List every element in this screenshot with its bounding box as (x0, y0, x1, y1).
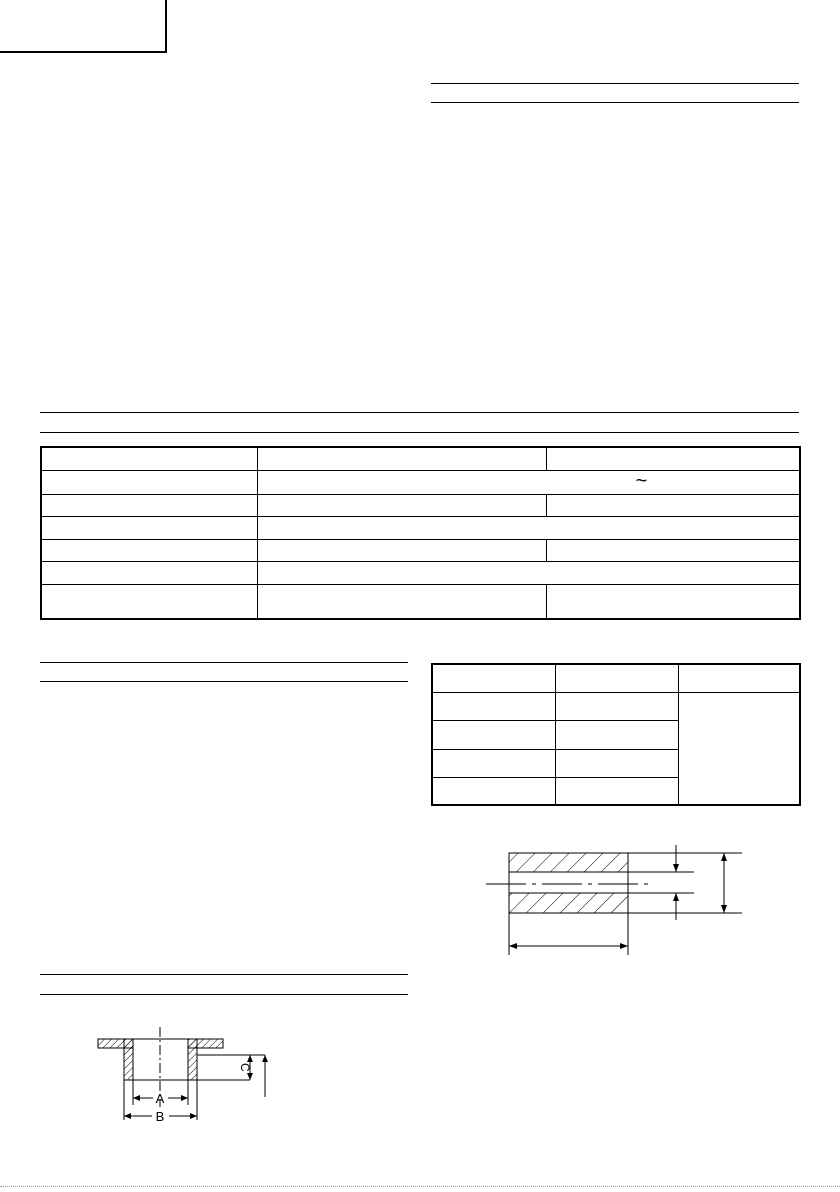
arrow-left-icon (124, 1113, 131, 1119)
bit-bore (509, 872, 628, 893)
spec-cell (41, 584, 257, 619)
arrow-left-icon (133, 1095, 140, 1101)
spec-cell (41, 539, 257, 561)
spec-row (41, 470, 800, 494)
spec-cell (257, 539, 546, 561)
spec-cell (546, 494, 800, 516)
arrow-up-icon (673, 893, 679, 901)
spec-cell-merged (257, 561, 800, 584)
bit-cell (432, 692, 555, 720)
bit-cell (555, 777, 678, 805)
arrow-right-icon (181, 1095, 188, 1101)
bit-cross-section-diagram (480, 840, 760, 960)
bit-row (432, 692, 800, 720)
section-rule-top (431, 83, 799, 84)
page-bottom-border (0, 1186, 840, 1187)
arrow-down-icon (247, 1073, 253, 1080)
bit-header-cell (678, 664, 800, 692)
arrow-down-icon (721, 905, 727, 913)
arrow-right-icon (620, 943, 628, 949)
bit-dimension-table (431, 663, 801, 806)
bit-cell (432, 777, 555, 805)
template-guide-diagram (90, 1025, 290, 1130)
guide-wall-left (124, 1039, 133, 1080)
spec-row (41, 561, 800, 584)
dim-label-c: C (238, 1063, 252, 1072)
arrow-up-icon (262, 1055, 268, 1062)
spec-row (41, 516, 800, 539)
bit-header-cell (432, 664, 555, 692)
guide-wall-right (188, 1039, 197, 1080)
spec-heading-rule-top (40, 412, 799, 413)
spec-row (41, 494, 800, 516)
arrow-up-icon (721, 853, 727, 861)
spec-cell (546, 539, 800, 561)
left-heading-rule-bottom (40, 681, 408, 682)
spec-cell (41, 447, 257, 470)
spec-cell (41, 470, 257, 494)
left-heading-rule-top (40, 662, 408, 663)
spec-row (41, 584, 800, 619)
spec-cell (41, 494, 257, 516)
bit-lower-section (509, 893, 628, 913)
spec-row (41, 539, 800, 561)
spec-cell (41, 516, 257, 539)
bit-header-cell (555, 664, 678, 692)
dim-label-a: A (155, 1091, 165, 1106)
spec-cell (257, 447, 546, 470)
spec-cell-merged (257, 516, 800, 539)
spec-cell (546, 447, 800, 470)
spec-cell-merged (257, 470, 800, 494)
arrow-down-icon (673, 864, 679, 872)
arrow-up-icon (247, 1055, 253, 1062)
bit-cell (555, 692, 678, 720)
bit-cell (432, 720, 555, 749)
bit-cell (432, 749, 555, 777)
spec-row (41, 447, 800, 470)
section-rule-bottom (431, 102, 799, 103)
spec-cell (257, 494, 546, 516)
bit-upper-section (509, 853, 628, 872)
ac-symbol: ~ (635, 469, 648, 492)
language-tab (0, 0, 167, 53)
bit-header-row (432, 664, 800, 692)
left-heading-rule-bottom-2 (40, 994, 408, 995)
spec-heading-rule-bottom (40, 432, 799, 433)
dim-label-b: B (155, 1109, 165, 1124)
bit-cell (555, 720, 678, 749)
spec-cell (257, 584, 546, 619)
bit-cell (555, 749, 678, 777)
left-heading-rule-top-2 (40, 974, 408, 975)
specifications-table (40, 446, 801, 620)
spec-cell (41, 561, 257, 584)
bit-cell-merged (678, 692, 800, 805)
arrow-left-icon (509, 943, 517, 949)
spec-cell (546, 584, 800, 619)
arrow-right-icon (190, 1113, 197, 1119)
